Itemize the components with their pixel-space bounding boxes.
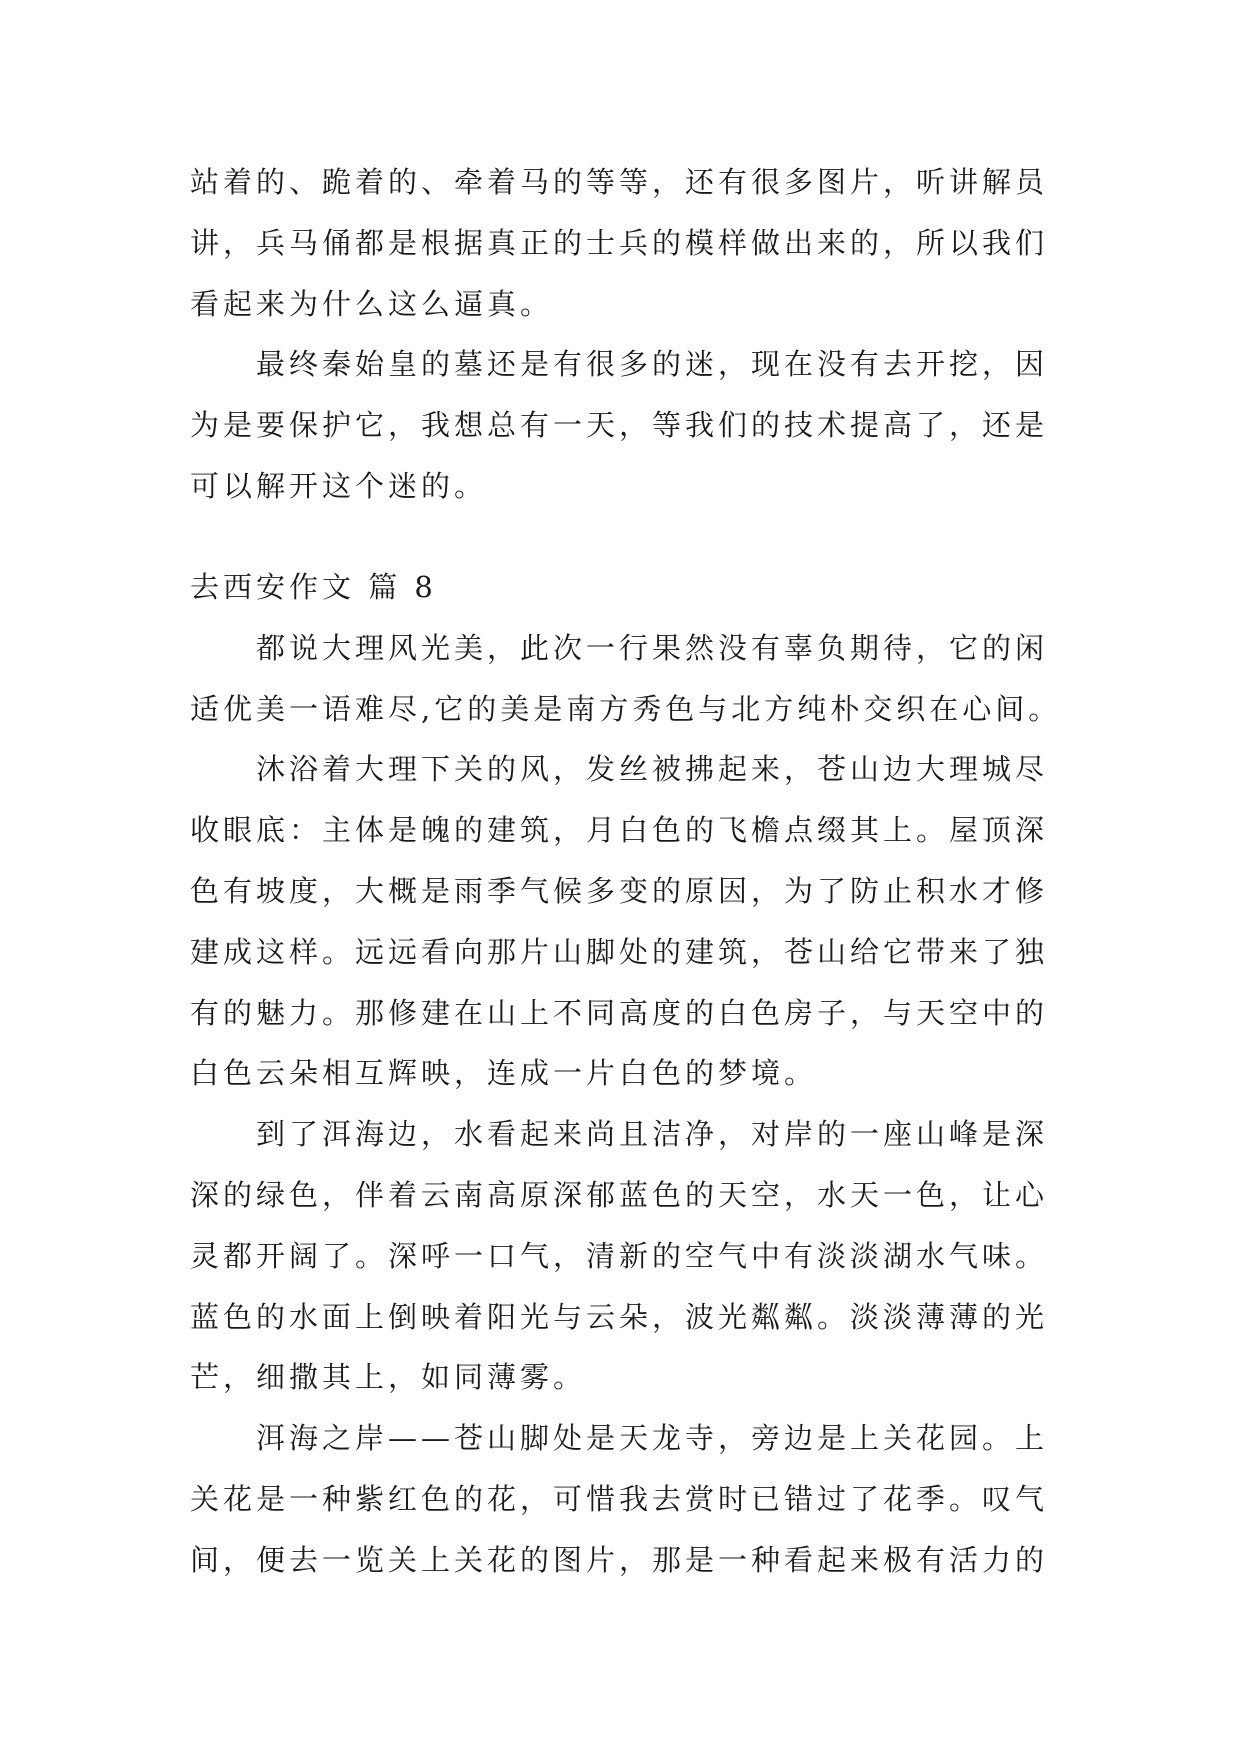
continuation-text xyxy=(190,152,1070,517)
section-heading: 去西安作文 篇 8 xyxy=(190,570,437,604)
text-line: 色有坡度，大概是雨季气候多变的原因，为了防止积水才修 xyxy=(190,873,1049,908)
text-line: 讲，兵马俑都是根据真正的士兵的模样做出来的，所以我们 xyxy=(190,225,1049,260)
text-line: 建成这样。远远看向那片山脚处的建筑，苍山给它带来了独 xyxy=(190,934,1049,969)
text-line: 适优美一语难尽,它的美是南方秀色与北方纯朴交织在心间。 xyxy=(190,691,1062,726)
text-line: 为是要保护它，我想总有一天，等我们的技术提高了，还是 xyxy=(190,408,1049,443)
text-line: 洱海之岸——苍山脚处是天龙寺，旁边是上关花园。上 xyxy=(256,1421,1049,1456)
text-line: 蓝色的水面上倒映着阳光与云朵，波光粼粼。淡淡薄薄的光 xyxy=(190,1299,1049,1334)
text-line: 芒，细撒其上，如同薄雾。 xyxy=(190,1360,587,1395)
text-line: 深的绿色，伴着云南高原深郁蓝色的天空，水天一色，让心 xyxy=(190,1177,1049,1212)
text-line: 站着的、跪着的、牵着马的等等，还有很多图片，听讲解员 xyxy=(190,165,1049,199)
text-line: 灵都开阔了。深呼一口气，清新的空气中有淡淡湖水气味。 xyxy=(190,1238,1049,1273)
text-line: 关花是一种紫红色的花，可惜我去赏时已错过了花季。叹气 xyxy=(190,1481,1049,1516)
text-line: 看起来为什么这么逼真。 xyxy=(190,286,554,321)
text-line: 最终秦始皇的墓还是有很多的迷，现在没有去开挖，因 xyxy=(256,347,1049,382)
text-line: 到了洱海边，水看起来尚且洁净，对岸的一座山峰是深 xyxy=(256,1117,1049,1152)
text-line: 收眼底：主体是魄的建筑，月白色的飞檐点缀其上。屋顶深 xyxy=(190,813,1049,848)
essay-section xyxy=(190,557,1070,1591)
text-line: 沐浴着大理下关的风，发丝被拂起来，苍山边大理城尽 xyxy=(256,752,1049,787)
text-line: 间，便去一览关上关花的图片，那是一种看起来极有活力的 xyxy=(190,1542,1049,1577)
text-line: 白色云朵相互辉映，连成一片白色的梦境。 xyxy=(190,1056,818,1091)
text-line: 都说大理风光美，此次一行果然没有辜负期待，它的闲 xyxy=(256,630,1049,665)
text-line: 可以解开这个迷的。 xyxy=(190,468,488,503)
text-line: 有的魅力。那修建在山上不同高度的白色房子，与天空中的 xyxy=(190,995,1049,1030)
